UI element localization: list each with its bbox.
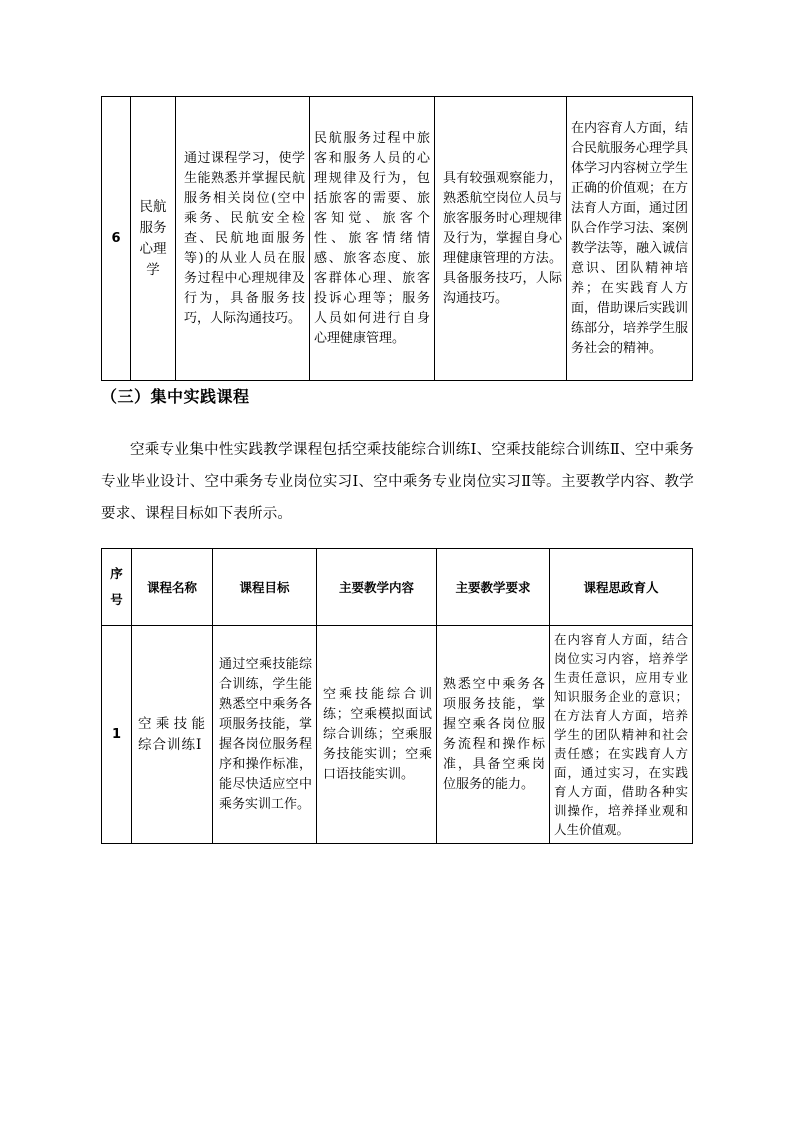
header-teaching-content: 主要教学内容 xyxy=(317,549,437,626)
course-goal: 通过课程学习，使学生能熟悉并掌握民航服务相关岗位(空中乘务、民航安全检查、民航地面服务等)的从业人员在服务过程中心理规律及行为，具备服务技巧，人际沟通技巧。 xyxy=(176,97,310,381)
course-goal: 通过空乘技能综合训练，学生能熟悉空中乘务各项服务技能，掌握各岗位服务程序和操作标准，能尽快适应空中乘务实训工作。 xyxy=(213,626,317,844)
course-name: 民航服务心理学 xyxy=(131,97,176,381)
header-ideology: 课程思政育人 xyxy=(550,549,693,626)
ideology-education: 在内容育人方面，结合岗位实习内容，培养学生责任意识，应用专业知识服务企业的意识；在方法育人方面，培养学生的团队精神和社会责任感；在实践育人方面，通过实习，在实践育人方面，借助各种实训操作，培养择业观和人生价值观。 xyxy=(550,626,693,844)
header-xuhao-1: 序 xyxy=(110,566,123,581)
ideology-education: 在内容育人方面，结合民航服务心理学具体学习内容树立学生正确的价值观；在方法育人方面，通过团队合作学习法、案例教学法等，融入诚信意识、团队精神培养；在实践育人方面，借助课后实践训练部分，培养学生服务社会的精神。 xyxy=(567,97,693,381)
teaching-requirement: 熟悉空中乘务各项服务技能，掌握空乘各岗位服务流程和操作标准，具备空乘岗位服务的能力。 xyxy=(437,626,550,844)
teaching-requirement: 具有较强观察能力，熟悉航空岗位人员与旅客服务时心理规律及行为，掌握自身心理健康管理的方法。具备服务技巧，人际沟通技巧。 xyxy=(435,97,567,381)
course-name: 空乘技能综合训练Ⅰ xyxy=(132,626,213,844)
table-row xyxy=(102,626,693,844)
table-header-row xyxy=(102,549,693,626)
table-row xyxy=(102,97,693,381)
section-paragraph: 空乘专业集中性实践教学课程包括空乘技能综合训练Ⅰ、空乘技能综合训练Ⅱ、空中乘务专业毕业设计、空中乘务专业岗位实习Ⅰ、空中乘务专业岗位实习Ⅱ等。主要教学内容、教学要求、课程目标如下表所示。 xyxy=(101,442,694,522)
header-teaching-requirement: 主要教学要求 xyxy=(437,549,550,626)
row-number: 6 xyxy=(102,97,131,381)
header-xuhao-2: 号 xyxy=(110,592,123,607)
teaching-content: 民航服务过程中旅客和服务人员的心理规律及行为，包括旅客的需要、旅客知觉、旅客个性、旅客情绪情感、旅客态度、旅客群体心理、旅客投诉心理等；服务人员如何进行自身心理健康管理。 xyxy=(310,97,435,381)
practice-course-table xyxy=(101,548,693,844)
header-course-name: 课程名称 xyxy=(132,549,213,626)
header-course-goal: 课程目标 xyxy=(213,549,317,626)
header-xuhao xyxy=(102,549,132,626)
row-number: 1 xyxy=(102,626,132,844)
teaching-content: 空乘技能综合训练；空乘模拟面试综合训练；空乘服务技能实训；空乘口语技能实训。 xyxy=(317,626,437,844)
section-title: （三）集中实践课程 xyxy=(101,387,250,406)
course-table-continued xyxy=(101,96,693,381)
